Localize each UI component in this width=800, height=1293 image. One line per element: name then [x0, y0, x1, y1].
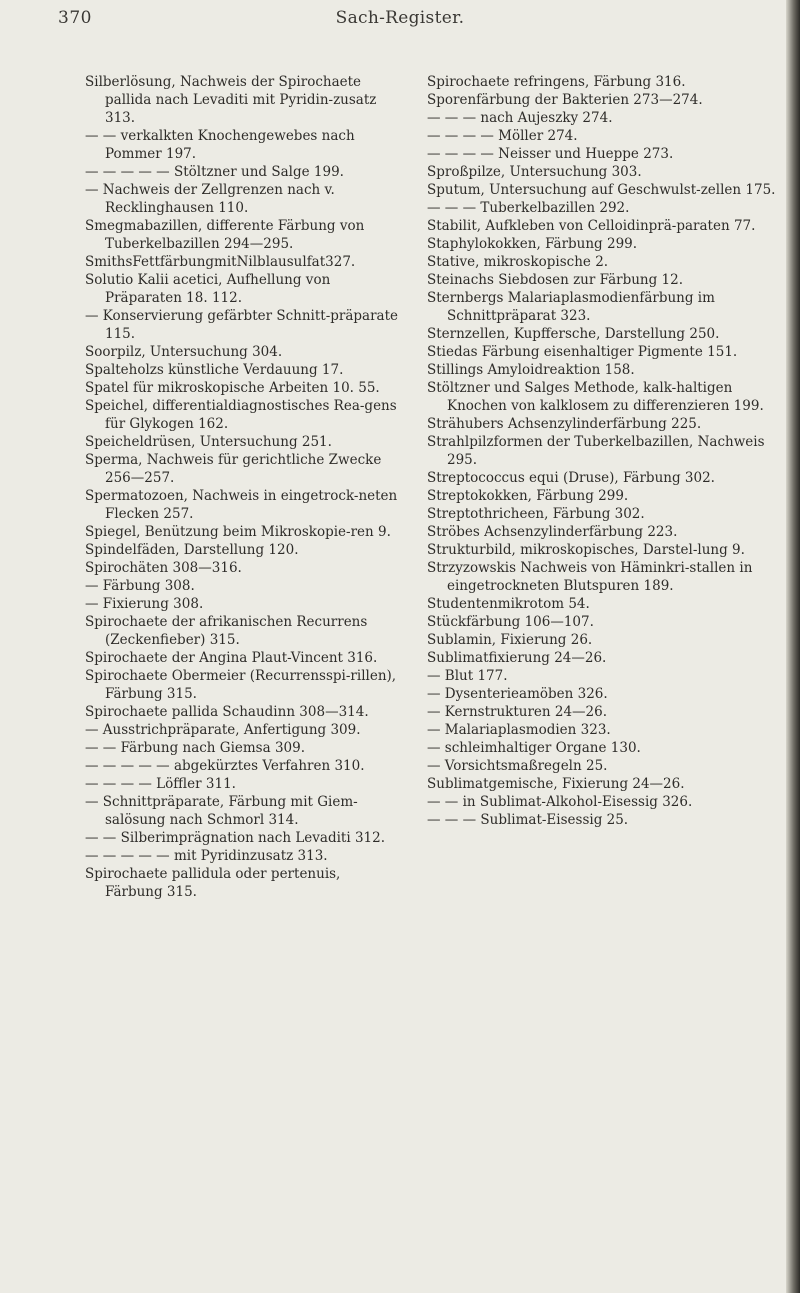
index-entry: — — verkalkten Knochengewebes nach Pommer 197.: [85, 128, 359, 162]
index-entry: Sternbergs Malariaplasmodienfärbung im Schnittpräparat 323.: [427, 290, 720, 324]
index-entry: — Vorsichtsmaßregeln 25.: [427, 758, 608, 774]
index-entry: Speicheldrüsen, Untersuchung 251.: [85, 434, 332, 450]
index-entry: — — — — — abgekürztes Verfahren 310.: [85, 758, 365, 774]
index-entry: Stöltzner und Salges Methode, kalk-haltigen Knochen von kalklosem zu differenzieren 199.: [427, 380, 764, 414]
index-entry: Stabilit, Aufkleben von Celloidinprä-paraten 77.: [427, 218, 756, 234]
index-entry: — Ausstrichpräparate, Anfertigung 309.: [85, 722, 361, 738]
index-entry: — — Färbung nach Giemsa 309.: [85, 740, 306, 756]
index-entry: Spalteholzs künstliche Verdauung 17.: [85, 362, 344, 378]
index-entry: — Fixierung 308.: [85, 596, 204, 612]
index-entry: — — Silberimprägnation nach Levaditi 312.: [85, 830, 386, 846]
index-entry: Sublimatfixierung 24—26.: [427, 650, 607, 666]
index-entry: Spirochaete pallidula oder pertenuis, Färbung 315.: [85, 866, 345, 900]
index-entry: Sputum, Untersuchung auf Geschwulst-zellen 175.: [427, 182, 776, 198]
index-entry: Silberlösung, Nachweis der Spirochaete pallida nach Levaditi mit Pyridin-zusatz 313.: [85, 74, 381, 126]
index-entry: Studentenmikrotom 54.: [427, 596, 590, 612]
index-entry: Sporenfärbung der Bakterien 273—274.: [427, 92, 703, 108]
index-entry: — Dysenterieamöben 326.: [427, 686, 608, 702]
index-entry: Stative, mikroskopische 2.: [427, 254, 609, 270]
index-entry: Spirochaete der Angina Plaut-Vincent 316.: [85, 650, 378, 666]
index-entry: Spatel für mikroskopische Arbeiten 10. 55.: [85, 380, 380, 396]
index-entry: Spindelfäden, Darstellung 120.: [85, 542, 299, 558]
index-entry: Solutio Kalii acetici, Aufhellung von Präparaten 18. 112.: [85, 272, 335, 306]
index-entry: — Färbung 308.: [85, 578, 195, 594]
page-title: Sach-Register.: [335, 8, 465, 28]
index-entry: — schleimhaltiger Organe 130.: [427, 740, 641, 756]
index-entry: Sternzellen, Kupffersche, Darstellung 250.: [427, 326, 720, 342]
index-entry: Sproßpilze, Untersuchung 303.: [427, 164, 642, 180]
index-entry: — Konservierung gefärbter Schnitt-präparate 115.: [85, 308, 403, 342]
index-entry: Strukturbild, mikroskopisches, Darstel-lung 9.: [427, 542, 745, 558]
index-entry: Spirochaete pallida Schaudinn 308—314.: [85, 704, 369, 720]
index-entry: Spiegel, Benützung beim Mikroskopie-ren 9.: [85, 524, 391, 540]
index-entry: Spirochaete der afrikanischen Recurrens (Zeckenfieber) 315.: [85, 614, 372, 648]
index-entry: — Schnittpräparate, Färbung mit Giem-salösung nach Schmorl 314.: [85, 794, 358, 828]
index-entry: Ströbes Achsenzylinderfärbung 223.: [427, 524, 678, 540]
index-entry: Smegmabazillen, differente Färbung von Tuberkelbazillen 294—295.: [85, 218, 369, 252]
index-column-right: [427, 73, 777, 829]
index-entry: SmithsFettfärbungmitNilblausulfat327.: [85, 254, 356, 270]
index-entry: Sperma, Nachweis für gerichtliche Zwecke 256—257.: [85, 452, 386, 486]
index-entry: Soorpilz, Untersuchung 304.: [85, 344, 283, 360]
index-entry: — Nachweis der Zellgrenzen nach v. Recklinghausen 110.: [85, 182, 340, 216]
index-entry: Strähubers Achsenzylinderfärbung 225.: [427, 416, 702, 432]
index-entry: Spirochaete refringens, Färbung 316.: [427, 74, 686, 90]
index-entry: — — in Sublimat-Alkohol-Eisessig 326.: [427, 794, 693, 810]
index-entry: — — — Tuberkelbazillen 292.: [427, 200, 630, 216]
index-entry: — — — — — Stöltzner und Salge 199.: [85, 164, 344, 180]
index-entry: Spermatozoen, Nachweis in eingetrock-neten Flecken 257.: [85, 488, 402, 522]
index-entry: — — — nach Aujeszky 274.: [427, 110, 613, 126]
index-entry: Spirochaete Obermeier (Recurrensspi-rillen), Färbung 315.: [85, 668, 401, 702]
index-entry: — — — — Möller 274.: [427, 128, 578, 144]
index-entry: — Blut 177.: [427, 668, 508, 684]
index-entry: Stillings Amyloidreaktion 158.: [427, 362, 635, 378]
index-entry: Streptothricheen, Färbung 302.: [427, 506, 645, 522]
index-entry: Streptokokken, Färbung 299.: [427, 488, 629, 504]
index-entry: — — — — Löffler 311.: [85, 776, 236, 792]
index-entry: — Kernstrukturen 24—26.: [427, 704, 608, 720]
index-entry: Staphylokokken, Färbung 299.: [427, 236, 638, 252]
index-entry: — — — Sublimat-Eisessig 25.: [427, 812, 629, 828]
page-edge-shadow: [786, 0, 800, 1293]
index-column-left: [85, 73, 401, 901]
page-number: 370: [58, 8, 92, 28]
index-entry: Steinachs Siebdosen zur Färbung 12.: [427, 272, 684, 288]
index-entry: Streptococcus equi (Druse), Färbung 302.: [427, 470, 715, 486]
index-entry: Stiedas Färbung eisenhaltiger Pigmente 151.: [427, 344, 738, 360]
index-entry: — — — — — mit Pyridinzusatz 313.: [85, 848, 328, 864]
index-entry: Stückfärbung 106—107.: [427, 614, 594, 630]
index-entry: Spirochäten 308—316.: [85, 560, 242, 576]
index-entry: Speichel, differentialdiagnostisches Rea-gens für Glykogen 162.: [85, 398, 401, 432]
index-entry: — — — — Neisser und Hueppe 273.: [427, 146, 674, 162]
index-entry: Sublimatgemische, Fixierung 24—26.: [427, 776, 685, 792]
index-entry: Sublamin, Fixierung 26.: [427, 632, 593, 648]
index-entry: Strzyzowskis Nachweis von Häminkri-stallen in eingetrockneten Blutspuren 189.: [427, 560, 757, 594]
index-entry: — Malariaplasmodien 323.: [427, 722, 611, 738]
index-entry: Strahlpilzformen der Tuberkelbazillen, Nachweis 295.: [427, 434, 769, 468]
page-header: [0, 8, 800, 34]
